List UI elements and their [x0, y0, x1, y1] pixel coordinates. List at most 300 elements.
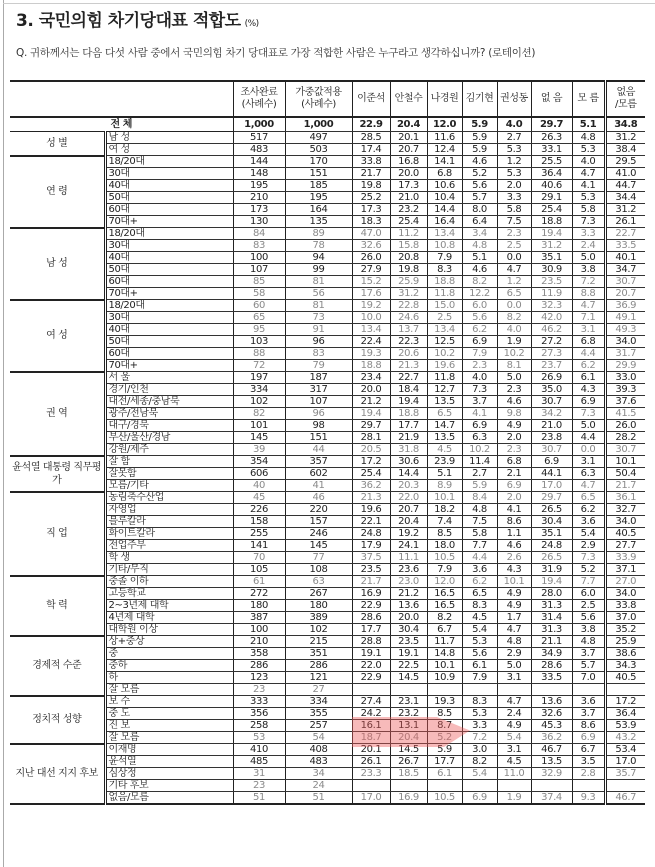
value-cell: 12.5	[427, 336, 462, 348]
table-row	[10, 768, 645, 780]
row-label: 50대	[105, 192, 233, 204]
value-cell: 34.9	[531, 648, 572, 660]
sample-count: 483	[285, 756, 352, 768]
value-cell: 2.6	[497, 552, 531, 564]
row-label: 50대	[105, 336, 233, 348]
sample-count: 107	[285, 396, 352, 408]
sample-count: 272	[233, 588, 285, 600]
value-cell: 7.7	[572, 576, 605, 588]
value-cell: 10.6	[427, 180, 462, 192]
table-row	[10, 516, 645, 528]
value-cell: 7.9	[427, 252, 462, 264]
value-cell: 30.7	[531, 396, 572, 408]
value-cell: 19.1	[390, 648, 427, 660]
row-label: 30대	[105, 240, 233, 252]
value-cell: 22.7	[390, 372, 427, 384]
value-cell	[390, 780, 427, 792]
value-cell: 5.4	[497, 732, 531, 744]
value-cell: 4.7	[572, 168, 605, 180]
value-cell: 6.9	[497, 480, 531, 492]
row-label: 2~3년제 대학	[105, 600, 233, 612]
value-cell: 6.9	[462, 792, 497, 805]
value-cell: 6.9	[572, 732, 605, 744]
value-cell: 7.4	[427, 516, 462, 528]
value-cell: 27.0	[605, 576, 645, 588]
table-row	[10, 624, 645, 636]
table-row	[10, 432, 645, 444]
value-cell: 50.4	[605, 468, 645, 480]
value-cell: 10.5	[427, 552, 462, 564]
value-cell: 22.3	[390, 336, 427, 348]
total-row	[10, 117, 645, 132]
value-cell	[462, 684, 497, 696]
value-cell: 6.5	[427, 408, 462, 420]
value-cell: 3.3	[572, 228, 605, 240]
value-cell: 8.5	[427, 528, 462, 540]
value-cell: 23.7	[531, 360, 572, 372]
row-label: 없음/모름	[105, 792, 233, 805]
value-cell: 8.3	[462, 600, 497, 612]
value-cell: 40.5	[605, 528, 645, 540]
table-row	[10, 672, 645, 684]
value-cell: 23.5	[531, 276, 572, 288]
sample-count: 56	[285, 288, 352, 300]
value-cell: 30.7	[605, 276, 645, 288]
table-row	[10, 744, 645, 756]
value-cell: 5.3	[462, 708, 497, 720]
value-cell: 4.4	[572, 348, 605, 360]
table-row	[10, 492, 645, 504]
sample-count: 257	[285, 720, 352, 732]
group-label: 여 성	[10, 300, 105, 372]
row-label: 남 성	[105, 132, 233, 144]
sample-count: 226	[233, 504, 285, 516]
value-cell	[605, 684, 645, 696]
value-cell: 4.6	[462, 264, 497, 276]
sample-count: 81	[285, 300, 352, 312]
value-cell: 19.3	[352, 348, 390, 360]
value-cell: 33.8	[605, 600, 645, 612]
value-cell: 29.7	[531, 492, 572, 504]
sample-count: 145	[233, 432, 285, 444]
value-cell: 10.1	[605, 456, 645, 468]
value-cell: 11.1	[390, 552, 427, 564]
value-cell: 32.6	[531, 708, 572, 720]
row-label: 18/20대	[105, 156, 233, 168]
page-title	[16, 6, 259, 31]
value-cell: 3.8	[572, 624, 605, 636]
value-cell: 18.8	[390, 408, 427, 420]
table-row	[10, 504, 645, 516]
group-label: 정치적 성향	[10, 696, 105, 744]
value-cell: 28.6	[531, 660, 572, 672]
value-cell: 8.8	[572, 288, 605, 300]
sample-count: 51	[233, 792, 285, 805]
value-cell: 14.8	[427, 648, 462, 660]
row-label: 중졸 이하	[105, 576, 233, 588]
value-cell: 20.0	[352, 384, 390, 396]
value-cell: 35.2	[605, 624, 645, 636]
value-cell: 22.9	[352, 117, 390, 132]
value-cell: 6.8	[427, 168, 462, 180]
group-label: 학 력	[10, 576, 105, 636]
value-cell: 19.6	[352, 504, 390, 516]
sample-count: 24	[285, 780, 352, 792]
value-cell: 5.9	[462, 480, 497, 492]
value-cell: 6.9	[572, 396, 605, 408]
value-cell: 46.7	[531, 744, 572, 756]
value-cell: 18.3	[352, 216, 390, 228]
value-cell	[605, 780, 645, 792]
value-cell: 15.8	[390, 240, 427, 252]
value-cell: 19.4	[390, 396, 427, 408]
value-cell: 6.1	[427, 768, 462, 780]
value-cell: 17.7	[390, 420, 427, 432]
sample-count: 53	[233, 732, 285, 744]
sample-count: 78	[285, 240, 352, 252]
value-cell: 10.1	[497, 576, 531, 588]
value-cell: 13.1	[390, 720, 427, 732]
table-row	[10, 204, 645, 216]
value-cell: 6.4	[462, 216, 497, 228]
table-row	[10, 612, 645, 624]
value-cell: 24.2	[352, 708, 390, 720]
row-label: 강원/제주	[105, 444, 233, 456]
row-label: 광주/전남북	[105, 408, 233, 420]
group-label: 성 별	[10, 132, 105, 156]
sample-count: 34	[285, 768, 352, 780]
value-cell: 22.7	[605, 228, 645, 240]
value-cell: 23.0	[390, 576, 427, 588]
sample-count: 358	[233, 648, 285, 660]
row-label: 잘 모름	[105, 684, 233, 696]
value-cell: 20.1	[390, 132, 427, 144]
value-cell: 29.7	[531, 117, 572, 132]
table-row	[10, 756, 645, 768]
value-cell: 6.9	[462, 420, 497, 432]
value-cell: 22.1	[352, 516, 390, 528]
table-row	[10, 216, 645, 228]
row-label: 진 보	[105, 720, 233, 732]
sample-count: 389	[285, 612, 352, 624]
table-row	[10, 576, 645, 588]
value-cell: 3.4	[462, 228, 497, 240]
table-row	[10, 696, 645, 708]
sample-count: 357	[285, 456, 352, 468]
value-cell: 5.3	[572, 144, 605, 156]
value-cell: 26.0	[605, 420, 645, 432]
value-cell: 6.1	[462, 660, 497, 672]
value-cell: 37.0	[605, 612, 645, 624]
table-row	[10, 444, 645, 456]
value-cell: 23.5	[390, 636, 427, 648]
value-cell: 23.2	[390, 708, 427, 720]
value-cell: 0.0	[497, 252, 531, 264]
value-cell: 12.2	[462, 288, 497, 300]
value-cell: 9.8	[497, 408, 531, 420]
sample-count: 602	[285, 468, 352, 480]
value-cell: 1.9	[497, 792, 531, 805]
value-cell: 3.7	[572, 708, 605, 720]
sample-count: 89	[285, 228, 352, 240]
value-cell: 4.8	[572, 636, 605, 648]
sample-count: 164	[285, 204, 352, 216]
table-row	[10, 276, 645, 288]
value-cell: 29.9	[605, 360, 645, 372]
value-cell: 45.3	[531, 720, 572, 732]
sample-count: 27	[285, 684, 352, 696]
column-header: 가중값적용 (사례수)	[285, 81, 352, 117]
value-cell: 16.5	[427, 588, 462, 600]
row-label: 70대+	[105, 360, 233, 372]
sample-count: 85	[233, 276, 285, 288]
value-cell: 26.1	[352, 756, 390, 768]
value-cell: 8.0	[462, 204, 497, 216]
value-cell: 5.9	[427, 744, 462, 756]
value-cell: 20.1	[352, 744, 390, 756]
value-cell: 2.5	[572, 600, 605, 612]
value-cell: 16.1	[352, 720, 390, 732]
value-cell: 25.4	[352, 468, 390, 480]
sample-count: 215	[285, 636, 352, 648]
value-cell: 20.8	[390, 252, 427, 264]
sample-count: 82	[233, 408, 285, 420]
row-label: 농림축수산업	[105, 492, 233, 504]
sample-count: 102	[233, 396, 285, 408]
value-cell: 40.6	[531, 180, 572, 192]
value-cell: 4.8	[572, 132, 605, 144]
value-cell: 24.8	[531, 540, 572, 552]
value-cell: 44.1	[531, 468, 572, 480]
value-cell: 33.5	[605, 240, 645, 252]
value-cell	[390, 684, 427, 696]
value-cell: 29.5	[605, 156, 645, 168]
value-cell	[531, 780, 572, 792]
value-cell: 4.4	[572, 432, 605, 444]
value-cell: 22.5	[390, 660, 427, 672]
value-cell: 31.2	[531, 240, 572, 252]
value-cell: 19.6	[427, 360, 462, 372]
value-cell: 19.8	[352, 180, 390, 192]
value-cell: 1.9	[497, 336, 531, 348]
value-cell: 8.3	[462, 696, 497, 708]
value-cell: 32.7	[605, 504, 645, 516]
sample-count: 517	[233, 132, 285, 144]
sample-count: 220	[285, 504, 352, 516]
value-cell: 7.9	[427, 564, 462, 576]
value-cell: 8.2	[462, 756, 497, 768]
value-cell: 31.2	[390, 288, 427, 300]
value-cell: 1.2	[497, 156, 531, 168]
value-cell: 38.6	[605, 648, 645, 660]
value-cell: 1,000	[285, 117, 352, 132]
value-cell: 2.7	[462, 468, 497, 480]
value-cell: 12.0	[427, 576, 462, 588]
sample-count: 123	[233, 672, 285, 684]
sample-count: 39	[233, 444, 285, 456]
row-label: 심상정	[105, 768, 233, 780]
sample-count: 354	[233, 456, 285, 468]
sample-count: 356	[233, 708, 285, 720]
value-cell: 28.0	[531, 588, 572, 600]
value-cell: 49.3	[605, 324, 645, 336]
value-cell: 4.7	[497, 624, 531, 636]
value-cell: 28.5	[352, 132, 390, 144]
table-row	[10, 132, 645, 144]
value-cell: 4.9	[497, 588, 531, 600]
sample-count: 83	[233, 240, 285, 252]
value-cell: 4.0	[572, 156, 605, 168]
table-row	[10, 168, 645, 180]
value-cell: 26.5	[531, 504, 572, 516]
row-label: 30대	[105, 312, 233, 324]
row-label: 상+중상	[105, 636, 233, 648]
sample-count: 41	[285, 480, 352, 492]
value-cell: 19.8	[390, 264, 427, 276]
value-cell: 28.8	[352, 636, 390, 648]
value-cell: 12.7	[427, 384, 462, 396]
value-cell: 8.9	[427, 480, 462, 492]
value-cell: 19.2	[390, 528, 427, 540]
value-cell: 27.7	[605, 540, 645, 552]
row-label: 기타/무직	[105, 564, 233, 576]
table-row	[10, 264, 645, 276]
column-header: 김기현	[462, 81, 497, 117]
value-cell: 4.7	[497, 264, 531, 276]
value-cell: 7.3	[462, 384, 497, 396]
value-cell: 4.9	[497, 420, 531, 432]
sample-count: 151	[285, 168, 352, 180]
row-label: 중	[105, 648, 233, 660]
sample-count: 60	[233, 300, 285, 312]
row-label: 대구/경북	[105, 420, 233, 432]
value-cell: 2.3	[497, 444, 531, 456]
value-cell: 5.2	[427, 732, 462, 744]
value-cell: 4.8	[462, 504, 497, 516]
row-label: 60대	[105, 276, 233, 288]
value-cell: 7.5	[462, 516, 497, 528]
value-cell: 13.5	[531, 756, 572, 768]
value-cell: 20.4	[390, 516, 427, 528]
value-cell: 5.9	[462, 144, 497, 156]
sample-count: 77	[285, 552, 352, 564]
value-cell: 33.0	[605, 372, 645, 384]
value-cell: 29.7	[352, 420, 390, 432]
row-label: 윤석열	[105, 756, 233, 768]
row-label: 기타 후보	[105, 780, 233, 792]
table-row	[10, 288, 645, 300]
column-header: 없음 /모름	[605, 81, 645, 117]
value-cell: 18.5	[390, 768, 427, 780]
value-cell: 5.3	[572, 192, 605, 204]
value-cell: 2.7	[497, 132, 531, 144]
table-row	[10, 348, 645, 360]
sample-count: 334	[285, 696, 352, 708]
value-cell: 18.8	[531, 216, 572, 228]
value-cell	[572, 684, 605, 696]
table-row	[10, 792, 645, 805]
sample-count: 255	[233, 528, 285, 540]
value-cell: 13.4	[427, 324, 462, 336]
sample-count: 195	[285, 192, 352, 204]
sample-count: 94	[285, 252, 352, 264]
table-row	[10, 528, 645, 540]
sample-count: 79	[285, 360, 352, 372]
table-row	[10, 552, 645, 564]
value-cell: 5.0	[497, 372, 531, 384]
value-cell: 13.4	[427, 228, 462, 240]
column-header: 나경원	[427, 81, 462, 117]
table-row	[10, 408, 645, 420]
sample-count: 144	[233, 156, 285, 168]
sample-count: 102	[285, 624, 352, 636]
value-cell: 17.3	[390, 180, 427, 192]
column-header: 이준석	[352, 81, 390, 117]
table-row	[10, 144, 645, 156]
sample-count: 286	[285, 660, 352, 672]
sample-count: 187	[285, 372, 352, 384]
row-label: 보 수	[105, 696, 233, 708]
value-cell: 8.5	[427, 708, 462, 720]
sample-count: 54	[285, 732, 352, 744]
value-cell: 5.3	[497, 168, 531, 180]
value-cell: 7.1	[572, 312, 605, 324]
title-unit: (%)	[244, 19, 259, 29]
value-cell: 2.1	[497, 468, 531, 480]
value-cell: 40.1	[605, 252, 645, 264]
value-cell: 5.8	[572, 204, 605, 216]
column-header: 모 름	[572, 81, 605, 117]
sample-count: 58	[233, 288, 285, 300]
value-cell: 17.2	[352, 456, 390, 468]
sample-count: 103	[233, 336, 285, 348]
value-cell: 17.7	[427, 756, 462, 768]
group-label: 경제적 수준	[10, 636, 105, 696]
value-cell: 36.1	[605, 492, 645, 504]
value-cell: 11.0	[497, 768, 531, 780]
sample-count: 105	[233, 564, 285, 576]
value-cell: 32.9	[531, 768, 572, 780]
value-cell: 17.0	[352, 792, 390, 805]
value-cell: 12.4	[427, 144, 462, 156]
value-cell: 27.9	[352, 264, 390, 276]
value-cell: 10.1	[427, 492, 462, 504]
value-cell: 29.1	[531, 192, 572, 204]
value-cell: 0.0	[497, 300, 531, 312]
sample-count: 497	[285, 132, 352, 144]
value-cell: 14.7	[427, 420, 462, 432]
value-cell: 3.1	[497, 672, 531, 684]
value-cell: 11.6	[427, 132, 462, 144]
sample-count: 108	[285, 564, 352, 576]
sample-count: 45	[233, 492, 285, 504]
sample-count: 65	[233, 312, 285, 324]
value-cell: 6.8	[497, 456, 531, 468]
value-cell: 2.5	[427, 312, 462, 324]
value-cell: 2.3	[497, 384, 531, 396]
value-cell: 4.9	[497, 600, 531, 612]
row-label: 60대	[105, 348, 233, 360]
value-cell: 47.0	[352, 228, 390, 240]
value-cell: 1.1	[497, 528, 531, 540]
value-cell: 31.9	[531, 564, 572, 576]
sample-count: 485	[233, 756, 285, 768]
value-cell: 30.4	[390, 624, 427, 636]
value-cell: 6.5	[572, 492, 605, 504]
value-cell: 13.6	[390, 600, 427, 612]
sample-count: 387	[233, 612, 285, 624]
value-cell: 10.5	[427, 792, 462, 805]
